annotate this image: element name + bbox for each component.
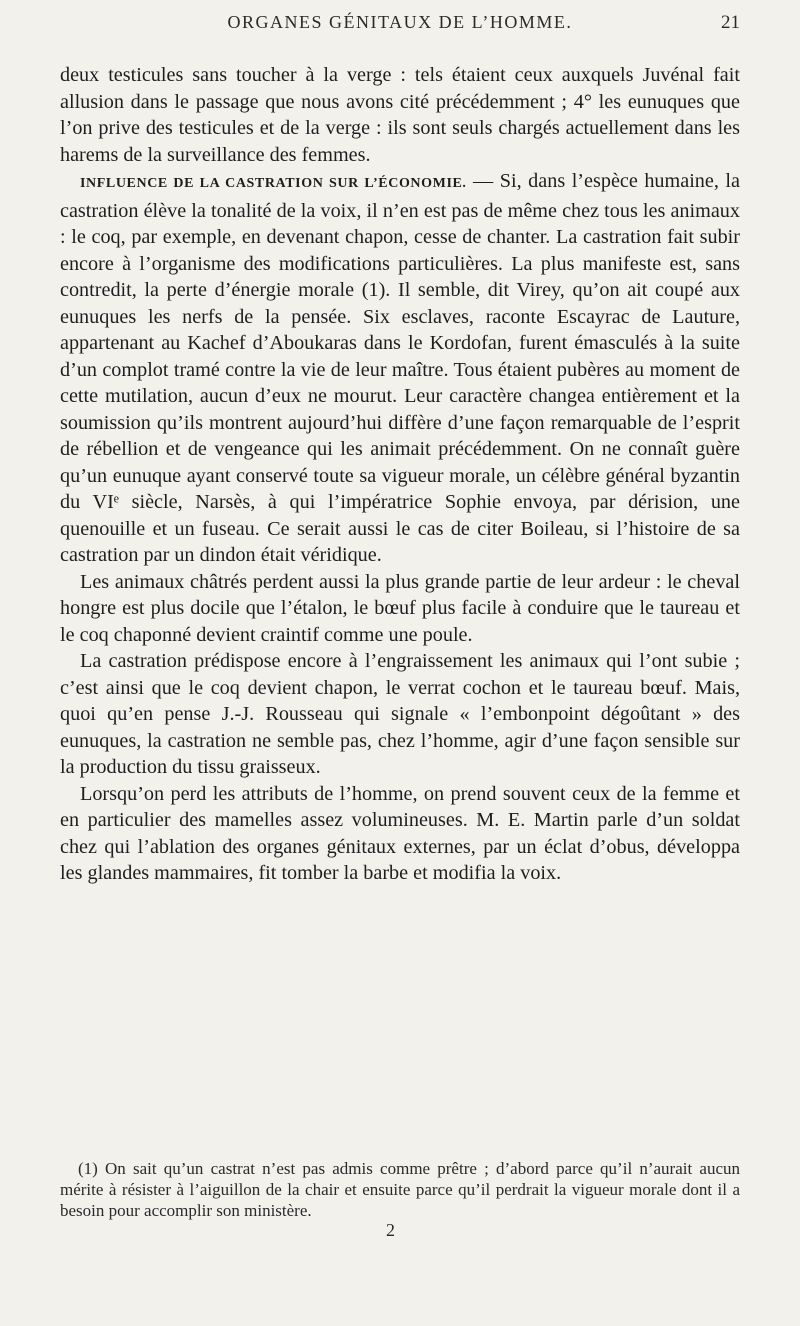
paragraph-castration-influence [60,168,740,569]
paragraph-male-attributes: Lorsqu’on perd les attributs de l’homme, on prend souvent ceux de la femme et en particulier des mamelles assez volumineuses. M. E. Martin parle d’un soldat chez qui l’ablation des organes génitaux externes, par un éclat d’obus, développa les glandes mammaires, fit tomber la barbe et modifia la voix. [60,782,740,884]
paragraph-castration-influence-text: — Si, dans l’espèce humaine, la castration élève la tonalité de la voix, il n’en est pas de même chez tous les animaux : le coq, par exemple, en devenant chapon, cesse de chanter. La castration fait subir encore à l’organisme des modifications particulières. La plus manifeste est, sans contredit, la perte d’énergie morale (1). Il semble, dit Virey, qu’on ait coupé aux eunuques les nerfs de la pensée. Six esclaves, raconte Escayrac de Lauture, appartenant au Kachef d’Aboukaras dans le Kordofan, furent émasculés à la suite d’un complot tramé contre la vie de leur maître. Tous étaient pubères au moment de cette mutilation, aucun d’eux ne mourut. Leur caractère changea entièrement et la soumission qu’ils montrent aujourd’hui diffère d’une façon remarquable de l’esprit de rébellion et de vengeance qui les animait précédemment. On ne connaît guère qu’un eunuque ayant conservé toute sa vigueur morale, un célèbre général byzantin du VIᵉ siècle, Narsès, à qui l’impératrice Sophie envoya, par dérision, une quenouille et un fuseau. Ce serait aussi le cas de citer Boileau, si l’histoire de sa castration par un dindon était véridique. [60,170,740,566]
signature-mark: 2 [386,1220,395,1240]
running-head [60,12,740,42]
body-text [60,62,740,887]
running-title: ORGANES GÉNITAUX DE L’HOMME. [227,12,573,32]
page-number: 21 [721,12,740,33]
footnote [60,1158,740,1221]
paragraph-fattening: La castration prédispose encore à l’engraissement les animaux qui l’ont subie ; c’est ainsi que le coq devient chapon, le verrat cochon et le taureau bœuf. Mais, quoi qu’en pense J.-J. Rousseau qui signale « l’embonpoint dégoûtant » des eunuques, la castration ne semble pas, chez l’homme, agir d’une façon sensible sur la production du tissu graisseux. [60,650,740,778]
paragraph-eunuch-types: deux testicules sans toucher à la verge : tels étaient ceux auxquels Juvénal fait allusion dans le passage que nous avons cité précédemment ; 4° les eunuques que l’on prive des testicules et de la verge : ils sont seuls chargés actuellement dans les harems de la surveillance des femmes. [60,64,740,166]
footnote-text: (1) On sait qu’un castrat n’est pas admis comme prêtre ; d’abord parce qu’il n’aurait aucun mérite à résister à l’aiguillon de la chair et ensuite parce qu’il perdrait la vigueur morale dont il a besoin pour accomplir son ministère. [60,1159,740,1220]
paragraph-castrated-animals: Les animaux châtrés perdent aussi la plus grande partie de leur ardeur : le cheval hongre est plus docile que l’étalon, le bœuf plus facile à conduire que le taureau et le coq chaponné devient craintif comme une poule. [60,570,740,646]
section-heading: INFLUENCE DE LA CASTRATION SUR L’ÉCONOMIE. [80,176,467,191]
